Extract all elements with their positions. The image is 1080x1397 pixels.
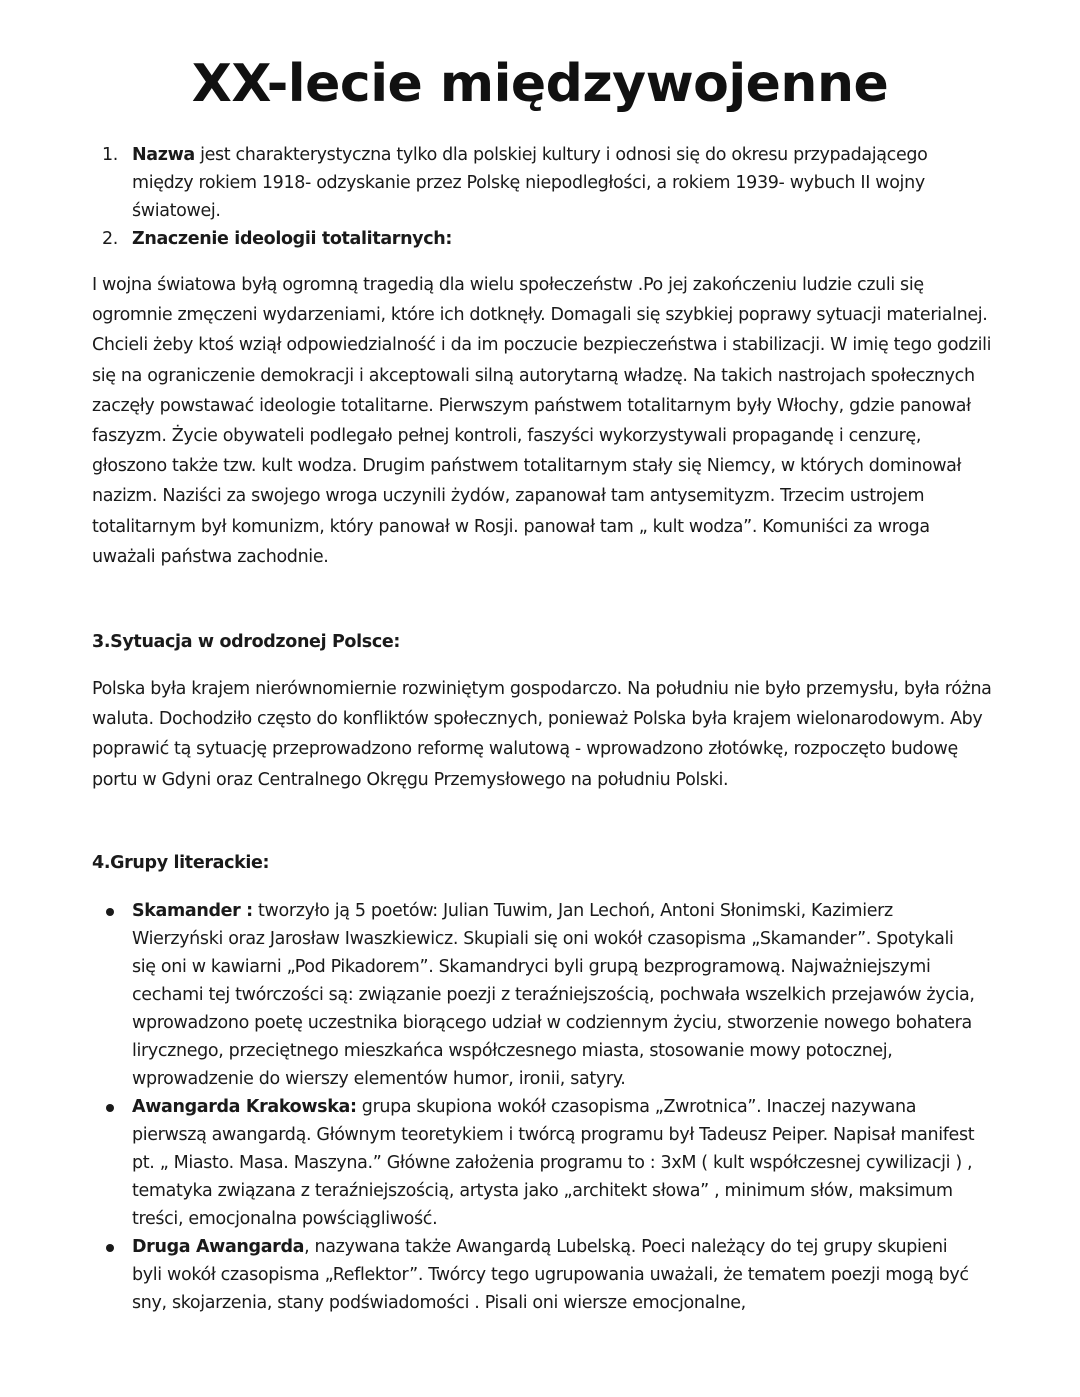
bullet-icon [106, 908, 114, 916]
group-name: Awangarda Krakowska: [132, 1097, 357, 1117]
list-number: 1. [102, 145, 118, 165]
page-title: XX-lecie międzywojenne [191, 54, 889, 114]
section-heading-groups: 4.Grupy literackie: [92, 853, 270, 873]
group-description: tworzyło ją 5 poetów: Julian Tuwim, Jan Lechoń, Antoni Słonimski, Kazimierz Wierzyński oraz Jarosław Iwaszkiewicz. Skupiali się oni wokół czasopisma „Skamander”. Spotykali się oni w kawiarni „Pod Pikadorem”. Skamandryci byli grupą bezprogramową. Najważniejszymi cechami tej twórczości są: związanie poezji z teraźniejszością, pochwała wszelkich przejawów życia, wprowadzono poetę uczestnika biorącego udział w codziennym życiu, stworzenie nowego bohatera lirycznego, przeciętnego mieszkańca współczesnego miasta, stosowanie mowy potocznej, wprowadzenie do wierszy elementów humor, ironii, satyry. [132, 901, 975, 1089]
list-item [92, 141, 972, 225]
bullet-icon [106, 1244, 114, 1252]
list-item [92, 1093, 982, 1233]
list-item-text: jest charakterystyczna tylko dla polskiej kultury i odnosi się do okresu przypadającego między rokiem 1918- odzyskanie przez Polskę niepodległości, a rokiem 1939- wybuch II wojny światowej. [132, 145, 928, 221]
list-item-term: Nazwa [132, 145, 195, 165]
list-number: 2. [102, 229, 118, 249]
group-name: Skamander : [132, 901, 253, 921]
group-description: grupa skupiona wokół czasopisma „Zwrotnica”. Inaczej nazywana pierwszą awangardą. Głównym teoretykiem i twórcą programu był Tadeusz Peiper. Napisał manifest pt. „ Miasto. Masa. Maszyna.” Główne założenia programu to : 3xM ( kult współczesnej cywilizacji ) , tematyka związana z teraźniejszością, artysta jako „architekt słowa” , minimum słów, maksimum treści, emocjonalna powściągliwość. [132, 1097, 975, 1229]
numbered-list [92, 141, 972, 253]
bullet-icon [106, 1104, 114, 1112]
list-item [92, 897, 982, 1093]
groups-list [92, 897, 982, 1317]
group-name: Druga Awangarda [132, 1237, 305, 1257]
section-heading-poland: 3.Sytuacja w odrodzonej Polsce: [92, 632, 401, 652]
group-description: , nazywana także Awangardą Lubelską. Poeci należący do tej grupy skupieni byli wokół czasopisma „Reflektor”. Twórcy tego ugrupowania uważali, że tematem poezji mogą być sny, skojarzenia, stany podświadomości . Pisali oni wiersze emocjonalne, [132, 1237, 969, 1313]
paragraph-poland: Polska była krajem nierównomiernie rozwiniętym gospodarczo. Na południu nie było przemysłu, była różna waluta. Dochodziło często do konfliktów społecznych, ponieważ Polska była krajem wielonarodowym. Aby poprawić tą sytuację przeprowadzono reformę walutową - wprowadzono złotówkę, rozpoczęto budowę portu w Gdyni oraz Centralnego Okręgu Przemysłowego na południu Polski. [92, 679, 992, 790]
paragraph-totalitarian: I wojna światowa byłą ogromną tragedią dla wielu społeczeństw .Po jej zakończeniu ludzie czuli się ogromnie zmęczeni wydarzeniami, które ich dotknęły. Domagali się szybkiej poprawy sytuacji materialnej. Chcieli żeby ktoś wziął odpowiedzialność i da im poczucie bezpieczeństwa i stabilizacji. W imię tego godzili się na ograniczenie demokracji i akceptowali silną autorytarną władzę. Na takich nastrojach społecznych zaczęły powstawać ideologie totalitarne. Pierwszym państwem totalitarnym były Włochy, gdzie panował faszyzm. Życie obywateli podlegało pełnej kontroli, faszyści wykorzystywali propagandę i cenzurę, głoszono także tzw. kult wodza. Drugim państwem totalitarnym stały się Niemcy, w których dominował nazizm. Naziści za swojego wroga uczynili żydów, zapanował tam antysemityzm. Trzecim ustrojem totalitarnym był komunizm, który panował w Rosji. panował tam „ kult wodza”. Komuniści za wroga uważali państwa zachodnie. [92, 275, 992, 567]
list-item [92, 1233, 982, 1317]
list-item [92, 225, 972, 253]
list-item-term: Znaczenie ideologii totalitarnych: [132, 229, 453, 249]
